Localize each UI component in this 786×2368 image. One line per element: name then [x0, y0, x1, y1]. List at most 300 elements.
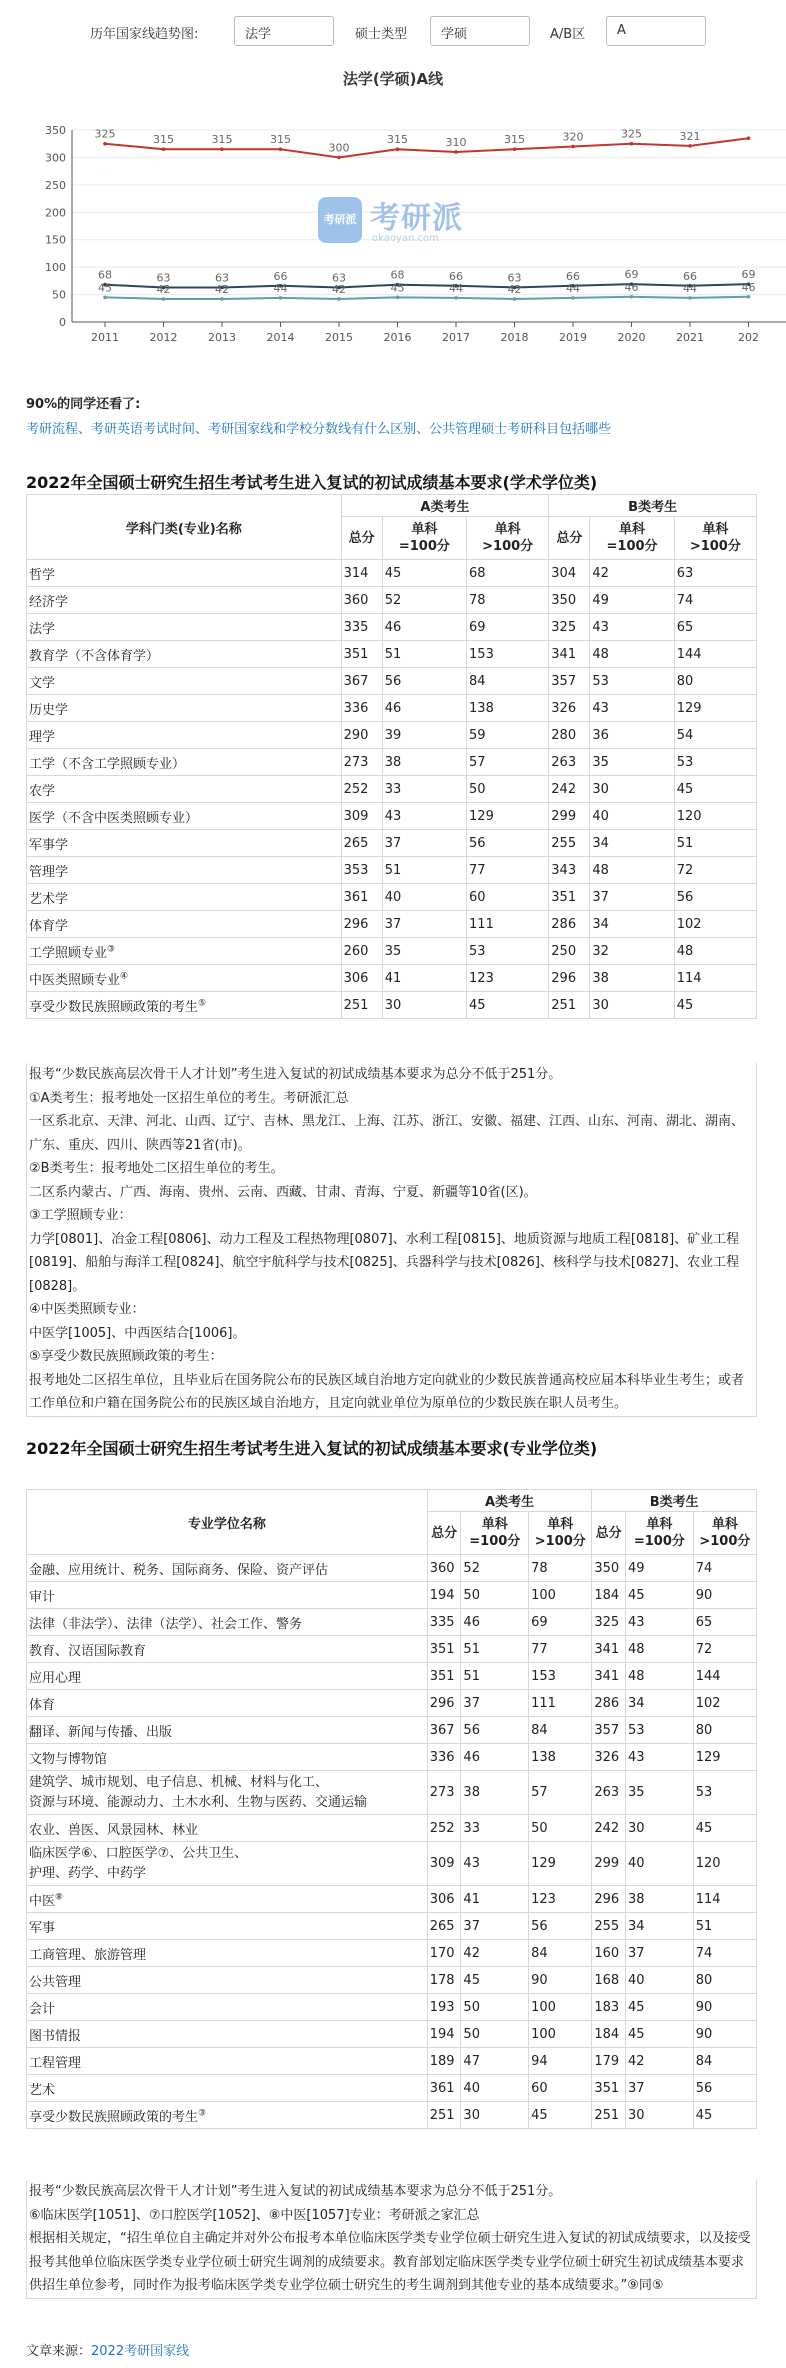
- score-cell-a: 314: [341, 560, 382, 587]
- x-tick-label: 2012: [149, 331, 178, 344]
- data-label: 321: [679, 129, 701, 143]
- watermark-url: okaoyan.com: [372, 233, 439, 244]
- table-row: [27, 2021, 757, 2048]
- academic-requirements-table: [26, 494, 757, 1019]
- score-cell-a: 69: [529, 1609, 592, 1636]
- note-line: ⑤享受少数民族照顾政策的考生：: [29, 1349, 223, 1364]
- data-point: [162, 297, 166, 301]
- table-row: [27, 641, 757, 668]
- score-cell-a: 367: [341, 668, 382, 695]
- score-cell-b: 84: [693, 2048, 756, 2075]
- row-name: 建筑学、城市规划、电子信息、机械、材料与化工、 资源与环境、能源动力、土木水利、生物与医药、交通运输: [27, 1771, 428, 1815]
- data-point: [747, 136, 751, 140]
- score-cell-a: 138: [467, 695, 549, 722]
- score-cell-b: 49: [626, 1555, 694, 1582]
- score-cell-b: 48: [674, 938, 756, 965]
- score-cell-a: 38: [461, 1771, 529, 1815]
- data-label: 315: [270, 133, 291, 147]
- score-cell-a: 37: [461, 1690, 529, 1717]
- score-cell-b: 45: [674, 776, 756, 803]
- row-name: 医学（不含中医类照顾专业）: [27, 803, 342, 830]
- row-name: 享受少数民族照顾政策的考生⑤: [27, 992, 342, 1019]
- score-cell-a: 251: [341, 992, 382, 1019]
- row-name: 工程管理: [27, 2048, 428, 2075]
- score-cell-b: 45: [693, 1815, 756, 1842]
- score-cell-b: 90: [693, 2021, 756, 2048]
- x-tick-label: 2016: [383, 331, 412, 344]
- data-label: 42: [507, 282, 522, 296]
- score-cell-a: 170: [427, 1940, 461, 1967]
- score-cell-a: 129: [467, 803, 549, 830]
- data-point: [279, 147, 283, 151]
- subject-select[interactable]: 法学: [234, 16, 334, 46]
- data-point: [454, 150, 458, 154]
- data-point: [630, 142, 634, 146]
- table-row: [27, 560, 757, 587]
- score-cell-a: 50: [467, 776, 549, 803]
- score-cell-b: 286: [549, 911, 590, 938]
- table-row: [27, 2102, 757, 2129]
- data-label: 45: [390, 281, 405, 295]
- score-cell-a: 78: [529, 1555, 592, 1582]
- score-cell-b: 296: [592, 1886, 626, 1913]
- note-line: 报考“少数民族高层次骨干人才计划”考生进入复试的初试成绩基本要求为总分不低于251分。: [29, 2184, 562, 2199]
- data-label: 315: [153, 133, 174, 147]
- score-cell-b: 296: [549, 965, 590, 992]
- score-cell-a: 60: [467, 884, 549, 911]
- col-b-total: 总分: [549, 517, 590, 560]
- score-cell-b: 299: [549, 803, 590, 830]
- score-cell-a: 123: [467, 965, 549, 992]
- score-cell-a: 252: [341, 776, 382, 803]
- data-label: 68: [390, 268, 405, 282]
- score-cell-a: 336: [427, 1744, 461, 1771]
- data-point: [454, 296, 458, 300]
- score-cell-b: 129: [674, 695, 756, 722]
- table-row: [27, 911, 757, 938]
- score-cell-b: 30: [590, 992, 674, 1019]
- score-cell-b: 120: [674, 803, 756, 830]
- table-row: [27, 776, 757, 803]
- series-line: [105, 297, 749, 299]
- watermark: [314, 193, 474, 253]
- score-cell-a: 84: [467, 668, 549, 695]
- score-cell-b: 63: [674, 560, 756, 587]
- score-cell-a: 52: [382, 587, 466, 614]
- data-point: [103, 296, 107, 300]
- filter-bar: [0, 14, 786, 48]
- data-label: 44: [566, 281, 580, 295]
- note-line: ①A类考生：报考地处一区招生单位的考生。考研派汇总: [29, 1090, 349, 1106]
- source-label: 文章来源：: [26, 2344, 92, 2359]
- score-cell-b: 299: [592, 1842, 626, 1886]
- table-row: [27, 992, 757, 1019]
- score-cell-b: 49: [590, 587, 674, 614]
- also-viewed-link[interactable]: 公共管理硕士考研科目包括哪些: [429, 422, 612, 437]
- score-cell-a: 94: [529, 2048, 592, 2075]
- score-cell-b: 74: [674, 587, 756, 614]
- col-b-single-eq: 单科 =100分: [590, 517, 674, 560]
- table-row: [27, 1555, 757, 1582]
- row-name: 军事学: [27, 830, 342, 857]
- score-cell-b: 326: [549, 695, 590, 722]
- note-line: 中医学[1005]、中西医结合[1006]。: [29, 1325, 246, 1341]
- score-cell-b: 45: [674, 992, 756, 1019]
- zone-select[interactable]: A: [606, 16, 706, 46]
- score-cell-b: 43: [590, 695, 674, 722]
- score-cell-a: 100: [529, 1994, 592, 2021]
- data-label: 315: [504, 133, 525, 147]
- score-cell-b: 251: [549, 992, 590, 1019]
- row-name: 工学（不含工学照顾专业）: [27, 749, 342, 776]
- data-label: 310: [445, 135, 467, 149]
- score-cell-b: 286: [592, 1690, 626, 1717]
- data-point: [630, 295, 634, 299]
- y-tick-label: 200: [45, 206, 66, 220]
- score-cell-a: 178: [427, 1967, 461, 1994]
- note-line: 根据相关规定，“招生单位自主确定并对外公布报考本单位临床医学类专业学位硕士研究生进入复试的初试成绩要求，以及接受报考其他单位临床医学类专业学位硕士研究生调剂的成绩要求。教育部划定临床医学类专业学位硕士研究生初试成绩基本要求供招生单位参考，同时作为报考临床医学类专业学位硕士研究生的考生调剂到其他专业的基本成绩要求。”⑨同⑤: [29, 2231, 751, 2293]
- data-label: 325: [94, 127, 116, 141]
- score-cell-a: 336: [341, 695, 382, 722]
- col-a-header: A类考生: [427, 1490, 592, 1512]
- row-name: 中医⑧: [27, 1886, 428, 1913]
- data-point: [513, 297, 517, 301]
- score-cell-b: 102: [693, 1690, 756, 1717]
- x-tick-label: 2013: [208, 331, 236, 344]
- y-tick-label: 300: [45, 151, 66, 165]
- data-point: [571, 296, 575, 300]
- table-row: [27, 1842, 757, 1886]
- row-name: 管理学: [27, 857, 342, 884]
- also-viewed-links: [26, 418, 611, 437]
- trend-label: 历年国家线趋势图:: [90, 27, 199, 42]
- score-cell-b: 53: [693, 1771, 756, 1815]
- score-cell-b: 280: [549, 722, 590, 749]
- data-label: 46: [741, 280, 756, 294]
- score-cell-a: 306: [341, 965, 382, 992]
- score-cell-b: 114: [674, 965, 756, 992]
- zone-label: A/B区: [550, 27, 586, 42]
- score-cell-b: 160: [592, 1940, 626, 1967]
- score-cell-a: 77: [529, 1636, 592, 1663]
- also-viewed-title: 90%的同学还看了:: [26, 397, 141, 412]
- score-cell-b: 144: [693, 1663, 756, 1690]
- x-tick-label: 2015: [325, 331, 353, 344]
- score-cell-a: 296: [427, 1690, 461, 1717]
- score-cell-a: 360: [341, 587, 382, 614]
- score-cell-a: 360: [427, 1555, 461, 1582]
- degree-type-label: 硕士类型: [355, 27, 408, 42]
- note-line: 报考“少数民族高层次骨干人才计划”考生进入复试的初试成绩基本要求为总分不低于251分。: [29, 1067, 562, 1082]
- score-cell-b: 45: [626, 1994, 694, 2021]
- table-row: [27, 2075, 757, 2102]
- score-cell-a: 33: [382, 776, 466, 803]
- score-cell-b: 65: [693, 1609, 756, 1636]
- col-a-single-eq: 单科 =100分: [382, 517, 466, 560]
- score-cell-a: 43: [461, 1842, 529, 1886]
- score-cell-b: 37: [590, 884, 674, 911]
- score-cell-a: 50: [461, 1994, 529, 2021]
- score-cell-b: 43: [626, 1609, 694, 1636]
- data-point: [747, 295, 751, 299]
- y-tick-label: 250: [45, 178, 66, 192]
- score-cell-b: 80: [674, 668, 756, 695]
- score-cell-a: 37: [461, 1913, 529, 1940]
- score-cell-b: 51: [693, 1913, 756, 1940]
- table-row: [27, 803, 757, 830]
- data-point: [688, 144, 692, 148]
- score-cell-b: 34: [590, 830, 674, 857]
- score-cell-b: 34: [626, 1690, 694, 1717]
- score-cell-a: 41: [382, 965, 466, 992]
- note-line: ③工学照顾专业：: [29, 1208, 132, 1223]
- row-name: 金融、应用统计、税务、国际商务、保险、资产评估: [27, 1555, 428, 1582]
- score-cell-b: 129: [693, 1744, 756, 1771]
- score-cell-b: 343: [549, 857, 590, 884]
- score-cell-b: 255: [549, 830, 590, 857]
- table-row: [27, 695, 757, 722]
- score-cell-a: 42: [461, 1940, 529, 1967]
- score-cell-b: 183: [592, 1994, 626, 2021]
- note-line: 报考地处二区招生单位，且毕业后在国务院公布的民族区域自治地方定向就业的少数民族普通高校应届本科毕业生考生；或者工作单位和户籍在国务院公布的民族区域自治地方，且定向就业单位为原单位的少数民族在职人员考生。: [29, 1372, 745, 1411]
- score-cell-b: 341: [549, 641, 590, 668]
- score-cell-b: 40: [626, 1967, 694, 1994]
- data-label: 66: [449, 269, 463, 283]
- score-cell-a: 46: [461, 1609, 529, 1636]
- y-tick-label: 150: [45, 233, 66, 247]
- table-row: [27, 722, 757, 749]
- academic-table-title: 2022年全国硕士研究生招生考试考生进入复试的初试成绩基本要求(学术学位类): [26, 473, 598, 492]
- col-a-total: 总分: [427, 1512, 461, 1555]
- score-cell-b: 72: [674, 857, 756, 884]
- score-cell-b: 120: [693, 1842, 756, 1886]
- score-cell-a: 45: [461, 1967, 529, 1994]
- score-cell-a: 194: [427, 2021, 461, 2048]
- score-cell-b: 65: [674, 614, 756, 641]
- professional-notes: [26, 2180, 757, 2299]
- score-cell-b: 80: [693, 1967, 756, 1994]
- score-cell-a: 353: [341, 857, 382, 884]
- score-cell-a: 50: [461, 1582, 529, 1609]
- chart-title: 法学(学硕)A线: [342, 70, 444, 88]
- score-cell-a: 50: [529, 1815, 592, 1842]
- score-cell-a: 193: [427, 1994, 461, 2021]
- data-label: 45: [98, 281, 112, 295]
- score-cell-a: 40: [461, 2075, 529, 2102]
- row-name: 体育: [27, 1690, 428, 1717]
- row-name: 临床医学⑥、口腔医学⑦、公共卫生、 护理、药学、中药学: [27, 1842, 428, 1886]
- data-point: [337, 156, 341, 160]
- data-point: [162, 147, 166, 151]
- also-viewed-link[interactable]: 考研英语考试时间: [91, 422, 196, 437]
- degree-type-select[interactable]: 学硕: [430, 16, 530, 46]
- score-cell-b: 45: [626, 2021, 694, 2048]
- score-cell-a: 45: [529, 2102, 592, 2129]
- score-cell-a: 351: [427, 1663, 461, 1690]
- score-cell-a: 45: [467, 992, 549, 1019]
- note-line: 一区系北京、天津、河北、山西、辽宁、吉林、黑龙江、上海、江苏、浙江、安徽、福建、江西、山东、河南、湖北、湖南、广东、重庆、四川、陕西等21省(市)。: [29, 1114, 745, 1153]
- col-b-header: B类考生: [549, 495, 757, 517]
- link-separator: 、: [195, 422, 209, 437]
- score-cell-a: 51: [461, 1663, 529, 1690]
- row-name: 文物与博物馆: [27, 1744, 428, 1771]
- score-cell-a: 52: [461, 1555, 529, 1582]
- table-row: [27, 1690, 757, 1717]
- score-cell-b: 350: [592, 1555, 626, 1582]
- table-row: [27, 1994, 757, 2021]
- score-cell-b: 114: [693, 1886, 756, 1913]
- score-cell-a: 361: [341, 884, 382, 911]
- table-row: [27, 2048, 757, 2075]
- score-cell-a: 84: [529, 1717, 592, 1744]
- row-name: 文学: [27, 668, 342, 695]
- watermark-text: 考研派: [370, 201, 463, 236]
- data-label: 63: [215, 271, 229, 285]
- row-name: 农学: [27, 776, 342, 803]
- data-point: [220, 297, 224, 301]
- score-cell-b: 184: [592, 1582, 626, 1609]
- y-tick-label: 50: [52, 288, 66, 302]
- score-cell-a: 260: [341, 938, 382, 965]
- score-cell-b: 255: [592, 1913, 626, 1940]
- score-cell-b: 45: [626, 1582, 694, 1609]
- score-cell-b: 48: [590, 641, 674, 668]
- y-tick-label: 100: [45, 261, 66, 275]
- table-row: [27, 1609, 757, 1636]
- score-cell-a: 46: [382, 695, 466, 722]
- data-point: [337, 297, 341, 301]
- score-cell-a: 50: [461, 2021, 529, 2048]
- data-point: [396, 296, 400, 300]
- data-label: 315: [211, 133, 233, 147]
- note-line: 二区系内蒙古、广西、海南、贵州、云南、西藏、甘肃、青海、宁夏、新疆等10省(区)。: [29, 1184, 537, 1200]
- link-separator: 、: [416, 422, 430, 437]
- row-name: 历史学: [27, 695, 342, 722]
- col-a-single-gt: 单科 >100分: [467, 517, 549, 560]
- score-cell-a: 273: [427, 1771, 461, 1815]
- score-cell-a: 56: [529, 1913, 592, 1940]
- score-cell-a: 51: [382, 641, 466, 668]
- x-tick-label: 202: [738, 331, 759, 344]
- row-name: 农业、兽医、风景园林、林业: [27, 1815, 428, 1842]
- row-name: 公共管理: [27, 1967, 428, 1994]
- score-cell-a: 59: [467, 722, 549, 749]
- data-label: 42: [156, 282, 171, 296]
- score-cell-b: 242: [592, 1815, 626, 1842]
- score-cell-b: 325: [549, 614, 590, 641]
- score-cell-b: 48: [626, 1636, 694, 1663]
- score-cell-a: 100: [529, 2021, 592, 2048]
- table-row: [27, 1636, 757, 1663]
- y-tick-label: 0: [59, 316, 66, 329]
- score-cell-a: 57: [467, 749, 549, 776]
- score-cell-b: 36: [590, 722, 674, 749]
- score-cell-b: 102: [674, 911, 756, 938]
- score-cell-b: 43: [590, 614, 674, 641]
- data-label: 69: [741, 268, 756, 282]
- score-cell-b: 53: [590, 668, 674, 695]
- score-cell-a: 33: [461, 1815, 529, 1842]
- score-cell-a: 111: [529, 1690, 592, 1717]
- source-link[interactable]: 2022考研国家线: [91, 2344, 190, 2359]
- score-cell-a: 69: [467, 614, 549, 641]
- table-row: [27, 749, 757, 776]
- score-cell-b: 43: [626, 1744, 694, 1771]
- score-cell-b: 34: [590, 911, 674, 938]
- score-cell-b: 42: [590, 560, 674, 587]
- score-cell-b: 34: [626, 1913, 694, 1940]
- score-cell-b: 40: [590, 803, 674, 830]
- row-name: 翻译、新闻与传播、出版: [27, 1717, 428, 1744]
- row-name: 理学: [27, 722, 342, 749]
- score-cell-a: 56: [461, 1717, 529, 1744]
- col-b-header: B类考生: [592, 1490, 757, 1512]
- score-cell-a: 90: [529, 1967, 592, 1994]
- also-viewed-link[interactable]: 考研流程: [26, 422, 79, 437]
- score-cell-a: 46: [382, 614, 466, 641]
- score-cell-a: 251: [427, 2102, 461, 2129]
- table-row: [27, 668, 757, 695]
- score-cell-a: 361: [427, 2075, 461, 2102]
- score-cell-a: 30: [382, 992, 466, 1019]
- col-b-single-gt: 单科 >100分: [674, 517, 756, 560]
- row-name: 体育学: [27, 911, 342, 938]
- score-cell-b: 54: [674, 722, 756, 749]
- score-cell-a: 39: [382, 722, 466, 749]
- table-row: [27, 1771, 757, 1815]
- score-cell-b: 30: [626, 1815, 694, 1842]
- row-name: 哲学: [27, 560, 342, 587]
- score-cell-a: 38: [382, 749, 466, 776]
- score-cell-a: 57: [529, 1771, 592, 1815]
- table-row: [27, 1744, 757, 1771]
- score-cell-a: 189: [427, 2048, 461, 2075]
- score-cell-a: 45: [382, 560, 466, 587]
- score-cell-a: 265: [427, 1913, 461, 1940]
- score-cell-b: 341: [592, 1636, 626, 1663]
- score-cell-b: 51: [674, 830, 756, 857]
- score-cell-b: 30: [626, 2102, 694, 2129]
- professional-table-title: 2022年全国硕士研究生招生考试考生进入复试的初试成绩基本要求(专业学位类): [26, 1439, 598, 1458]
- score-cell-a: 53: [467, 938, 549, 965]
- row-name: 享受少数民族照顾政策的考生③: [27, 2102, 428, 2129]
- x-tick-label: 2018: [500, 331, 529, 344]
- score-cell-b: 38: [590, 965, 674, 992]
- x-tick-label: 2011: [91, 331, 119, 344]
- data-label: 300: [328, 141, 350, 155]
- score-cell-a: 78: [467, 587, 549, 614]
- score-cell-b: 90: [693, 1994, 756, 2021]
- series-line: [105, 284, 749, 287]
- score-cell-b: 40: [626, 1842, 694, 1886]
- table-row: [27, 1717, 757, 1744]
- score-cell-b: 304: [549, 560, 590, 587]
- row-name: 法学: [27, 614, 342, 641]
- row-name: 应用心理: [27, 1663, 428, 1690]
- score-cell-b: 263: [592, 1771, 626, 1815]
- note-line: ④中医类照顾专业：: [29, 1302, 145, 1317]
- also-viewed-link[interactable]: 考研国家线和学校分数线有什么区别: [208, 422, 417, 437]
- data-label: 320: [562, 130, 584, 144]
- data-label: 63: [156, 271, 171, 285]
- score-cell-b: 38: [626, 1886, 694, 1913]
- score-cell-a: 37: [382, 911, 466, 938]
- note-line: ⑥临床医学[1051]、⑦口腔医学[1052]、⑧中医[1057]专业：考研派之家汇总: [29, 2207, 480, 2223]
- data-label: 42: [215, 282, 229, 296]
- col-a-total: 总分: [341, 517, 382, 560]
- table-row: [27, 884, 757, 911]
- score-cell-a: 56: [382, 668, 466, 695]
